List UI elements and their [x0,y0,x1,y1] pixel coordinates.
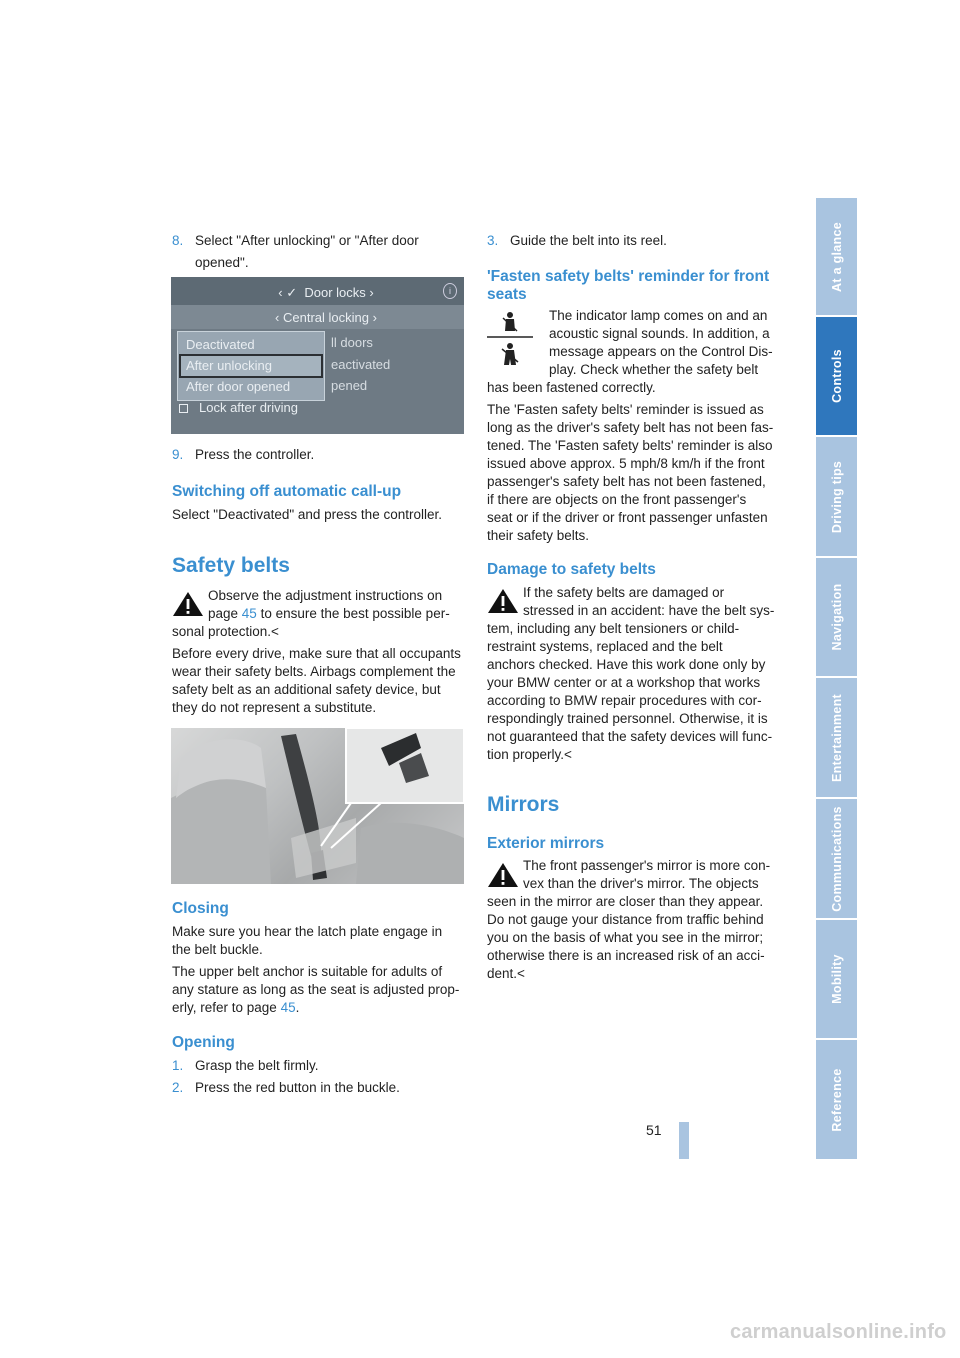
tab-mobility[interactable]: Mobility [816,920,857,1040]
fasten-p1-l3: message appears on the Control Dis- [549,344,773,359]
screen-subtitle: ‹ Central locking › [275,310,377,325]
step-number: 8. [172,233,184,248]
fasten-p1-l1: The indicator lamp comes on and an [549,308,768,323]
step-number: 9. [172,447,184,462]
step-text: Guide the belt into its reel. [510,233,667,248]
safety-warning-l2: page 45 to ensure the best possible per- [208,606,450,621]
step-number: 3. [487,233,499,248]
screen-title: ‹ ✓ Door locks › [278,285,374,300]
step-text: Press the red button in the buckle. [195,1080,400,1095]
closing-p2-l3: erly, refer to page 45. [172,1000,300,1015]
safety-para-l1: Before every drive, make sure that all occupants [172,646,461,661]
chevron-left-icon: ‹ ✓ [278,285,305,300]
step-text: Grasp the belt firmly. [195,1058,319,1073]
heading-fasten-reminder-l1: 'Fasten safety belts' reminder for front [487,268,770,285]
footer-watermark: carmanualsonline.info [730,1321,947,1343]
step-text-cont: opened". [195,255,249,270]
page-footer-bar [679,1122,689,1159]
page-link-45[interactable]: 45 [280,1000,296,1015]
tab-reference[interactable]: Reference [816,1040,857,1161]
tab-communications[interactable]: Communications [816,799,857,920]
page-link-45[interactable]: 45 [241,606,257,621]
damage-l2: stressed in an accident: have the belt sys- [523,603,775,618]
heading-damage: Damage to safety belts [487,561,656,578]
menu-item-lock-after-driving[interactable]: Lock after driving [199,400,298,415]
switching-text: Select "Deactivated" and press the controller. [172,507,442,522]
exterior-l1: The front passenger's mirror is more con- [523,858,771,873]
tab-at-a-glance[interactable]: At a glance [816,198,857,317]
safety-para-l4: they do not represent a substitute. [172,700,377,715]
tab-entertainment[interactable]: Entertainment [816,678,857,799]
safety-para-l3: safety belt as an additional safety device, but [172,682,441,697]
heading-exterior-mirrors: Exterior mirrors [487,835,605,852]
tab-controls[interactable]: Controls [816,317,857,437]
checkbox-icon[interactable] [179,404,188,413]
fasten-p2: The 'Fasten safety belts' reminder is issued as long as the driver's safety belt has not been fas- tened. The 'Fasten safety belts' reminder is also issued above approx. 5 mph/8 km/h if the front passenger's safety belt has not been fastened, if there are objects on the front passenger's seat or if the driver or front passenger unfasten their safety belts. [487,402,774,543]
closing-p2-l1: The upper belt anchor is suitable for adults of [172,964,443,979]
page-number: 51 [646,1122,662,1138]
fasten-p1-l5: has been fastened correctly. [487,380,656,395]
safety-para-l2: wear their safety belts. Airbags complement the [172,664,456,679]
control-display-screenshot [171,277,464,434]
heading-opening: Opening [172,1034,235,1051]
safety-warning-l1: Observe the adjustment instructions on [208,588,443,603]
fasten-p1-l2: acoustic signal sounds. In addition, a [549,326,770,341]
heading-mirrors: Mirrors [487,793,560,816]
warning-icon [487,862,519,888]
fasten-p1-l4: play. Check whether the safety belt [549,362,759,377]
seat-belt-photo [171,728,464,884]
heading-closing: Closing [172,900,229,917]
menu-item-after-door-opened[interactable]: After door opened [186,379,291,394]
seatbelt-indicator-icon [487,309,533,371]
menu-item-deactivated[interactable]: Deactivated [186,337,255,352]
warning-icon [172,591,204,617]
step-text: Select "After unlocking" or "After door [195,233,419,248]
safety-warning-l3: sonal protection.< [172,624,279,639]
background-item: ll doors [331,335,373,350]
seat-belt-illustration [171,728,464,884]
damage-rest: tem, including any belt tensioners or child- restraint systems, replaced and the belt anchors checked. Have this work done only by your BMW center or at a workshop that works according to BMW repair procedures with cor- respondingly trained personnel. Otherwise, it is not guaranteed that the safety devices will func- tion properly.< [487,621,773,762]
damage-l1: If the safety belts are damaged or [523,585,725,600]
info-icon: i [443,283,457,299]
step-text: Press the controller. [195,447,315,462]
closing-p1-l2: the belt buckle. [172,942,263,957]
tab-driving-tips[interactable]: Driving tips [816,437,857,558]
heading-fasten-reminder-l2: seats [487,286,527,303]
exterior-rest: seen in the mirror are closer than they appear. Do not gauge your distance from traffic behind you on the basis of what you see in the mirror; otherwise there is an increased risk of an acci- dent.< [487,894,765,981]
step-number: 1. [172,1058,184,1073]
warning-icon [487,588,519,614]
closing-p2-l2: any stature as long as the seat is adjusted prop- [172,982,460,997]
chevron-right-icon: › [365,285,374,300]
background-item: eactivated [331,357,391,372]
background-item: pened [331,378,368,393]
tab-navigation[interactable]: Navigation [816,558,857,678]
step-number: 2. [172,1080,184,1095]
menu-item-after-unlocking[interactable]: After unlocking [186,358,272,373]
exterior-l2: vex than the driver's mirror. The objects [523,876,759,891]
heading-safety-belts: Safety belts [172,554,290,577]
heading-switching-off: Switching off automatic call-up [172,483,402,500]
closing-p1-l1: Make sure you hear the latch plate engage in [172,924,443,939]
